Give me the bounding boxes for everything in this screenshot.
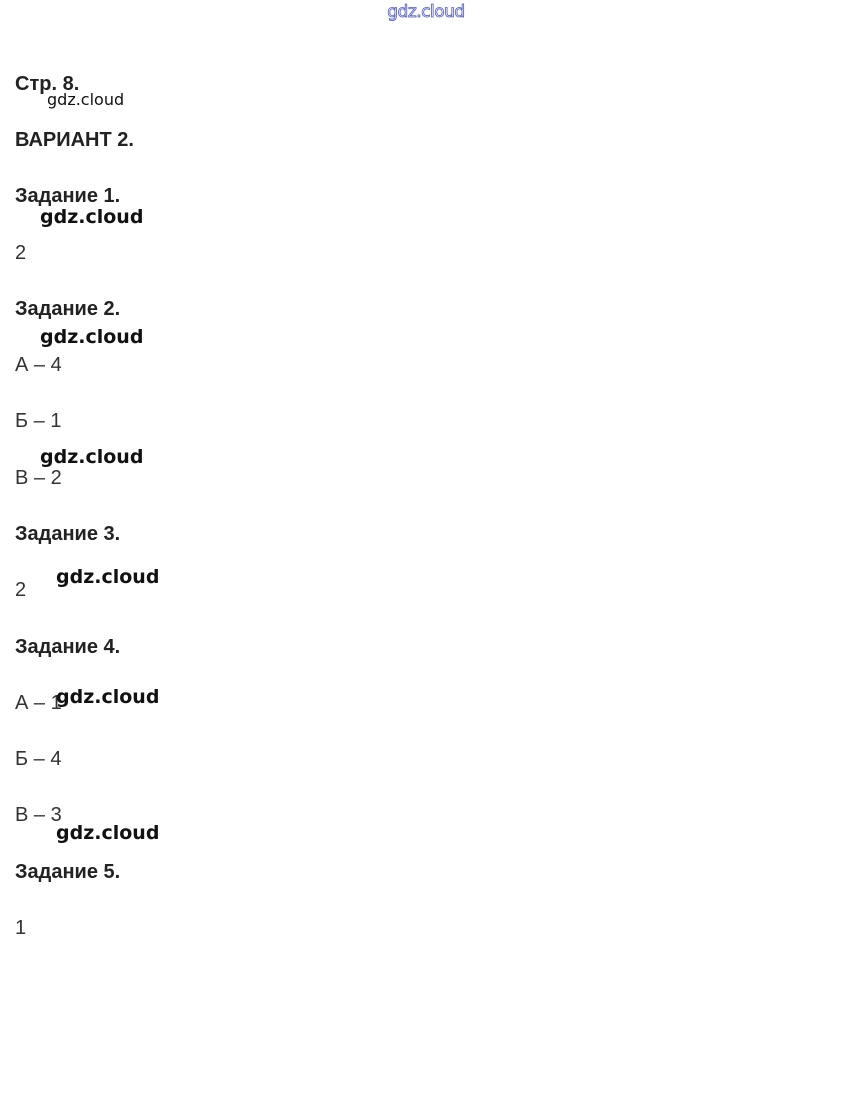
watermark: gdz.cloud (40, 446, 144, 468)
task-3-answer: 2 (15, 579, 27, 601)
task-4-answer-v: В – 3 (15, 804, 62, 826)
watermark: gdz.cloud (56, 822, 160, 844)
task-4-title: Задание 4. (15, 636, 121, 658)
task-2-title: Задание 2. (15, 298, 121, 320)
task-2-answer-v: В – 2 (15, 467, 62, 489)
page-label: Стр. 8. (15, 73, 80, 95)
watermark: gdz.cloud (40, 206, 144, 228)
watermark: gdz.cloud (47, 90, 125, 109)
task-3-title: Задание 3. (15, 523, 121, 545)
watermark: gdz.cloud (40, 326, 144, 348)
task-4-answer-b: Б – 4 (15, 748, 62, 770)
watermark: gdz.cloud (56, 566, 160, 588)
task-5-title: Задание 5. (15, 861, 121, 883)
task-2-answer-b: Б – 1 (15, 410, 62, 432)
top-watermark: gdz.cloud (387, 2, 465, 22)
task-2-answer-a: А – 4 (15, 354, 62, 376)
task-5-answer: 1 (15, 917, 27, 939)
task-4-answer-a: А – 1 (15, 692, 62, 714)
variant-title: ВАРИАНТ 2. (15, 129, 134, 151)
task-1-title: Задание 1. (15, 185, 121, 207)
task-1-answer: 2 (15, 242, 27, 264)
watermark: gdz.cloud (56, 686, 160, 708)
